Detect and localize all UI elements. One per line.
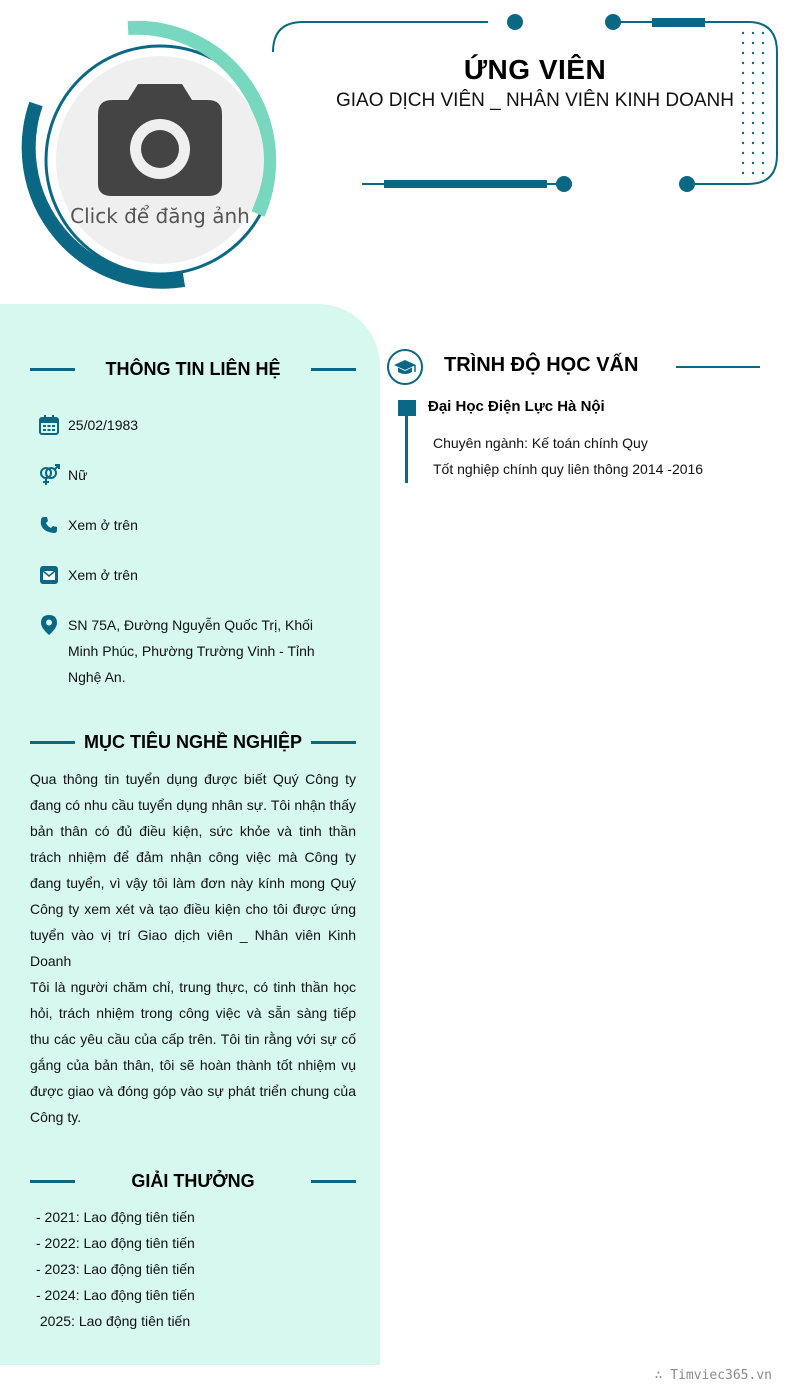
gender-value: Nữ — [68, 467, 88, 483]
candidate-position: GIAO DỊCH VIÊN _ NHÂN VIÊN KINH DOANH — [335, 90, 734, 111]
objective-paragraph: Tôi là người chăm chỉ, trung thực, có tinh thần học hỏi, trách nhiệm trong công việc và sẵn sàng tiếp thu các yêu cầu của cấp trên. Tôi tin rằng với sự cố gắng của bản thân, tôi sẽ hoàn thành tốt nhiệm vụ được giao và đóng góp vào sự phát triển chung của Công ty. — [30, 979, 356, 1125]
awards-title: GIẢI THƯỞNG — [131, 1170, 255, 1191]
address-value: SN 75A, Đường Nguyễn Quốc Trị, Khối Minh Phúc, Phường Trường Vinh - Tỉnh Nghệ An. — [68, 617, 315, 685]
sidebar — [0, 304, 380, 1365]
awards-section-title — [30, 1167, 356, 1195]
objective-section-title — [30, 728, 356, 756]
location-icon — [38, 614, 60, 636]
education-section-title — [386, 348, 760, 388]
school-name: Đại Học Điện Lực Hà Nội — [428, 398, 605, 415]
education-title: TRÌNH ĐỘ HỌC VẤN — [444, 354, 639, 376]
award-item: - 2022: Lao động tiên tiến — [36, 1235, 195, 1251]
camera-icon — [98, 84, 222, 196]
award-item: 2025: Lao động tiên tiến — [36, 1313, 191, 1329]
award-item: - 2024: Lao động tiên tiến — [36, 1287, 195, 1303]
title-line-right — [311, 368, 356, 371]
phone-icon — [38, 514, 60, 536]
objective-paragraph: Qua thông tin tuyển dụng được biết Quý Công ty đang có nhu cầu tuyển dụng nhân sự. Tôi nhận thấy bản thân có đủ điều kiện, sức khỏe và tinh thần trách nhiệm để đảm nhận công việc mà Công ty đang tuyển, vì vậy tôi làm đơn này kính mong Quý Công ty xem xét và tạo điều kiện cho tôi được ứng tuyển vào vị trí Giao dịch viên _ Nhân viên Kinh Doanh — [30, 771, 356, 969]
title-line-right — [676, 366, 760, 368]
contact-section-title — [30, 355, 356, 383]
award-item: - 2021: Lao động tiên tiến — [36, 1209, 195, 1225]
education-graduation: Tốt nghiệp chính quy liên thông 2014 -2016 — [433, 461, 704, 477]
candidate-name: ỨNG VIÊN — [463, 54, 607, 85]
title-line-left — [30, 368, 75, 371]
name-block — [310, 54, 760, 112]
title-line-left — [30, 1180, 75, 1183]
contact-title: THÔNG TIN LIÊN HỆ — [105, 358, 281, 379]
contact-birthdate — [38, 414, 338, 438]
avatar-upload-label: Click để đăng ảnh — [70, 204, 250, 228]
title-line-right — [311, 1180, 356, 1183]
calendar-icon — [38, 414, 60, 436]
phone-value: Xem ở trên — [68, 517, 138, 533]
avatar-area — [18, 18, 298, 298]
award-item: - 2023: Lao động tiên tiến — [36, 1261, 195, 1277]
email-value: Xem ở trên — [68, 567, 138, 583]
contact-phone — [38, 514, 338, 538]
contact-gender — [38, 464, 338, 488]
gender-icon — [38, 464, 60, 486]
education-major: Chuyên ngành: Kế toán chính Quy — [433, 435, 648, 451]
avatar-upload[interactable] — [56, 56, 264, 264]
awards-list — [30, 1204, 356, 1334]
contact-email — [38, 564, 338, 588]
title-line-right — [311, 741, 356, 744]
watermark: ∴ Timviec365.vn — [654, 1368, 772, 1383]
timeline-line — [405, 414, 408, 483]
objective-text — [30, 766, 356, 1130]
title-line-left — [30, 741, 75, 744]
birthdate-value: 25/02/1983 — [68, 417, 139, 433]
cv-header — [0, 0, 800, 300]
contact-address — [38, 614, 328, 690]
graduation-cap-icon — [386, 348, 424, 386]
objective-title: MỤC TIÊU NGHỀ NGHIỆP — [83, 731, 302, 752]
email-icon — [38, 564, 60, 586]
